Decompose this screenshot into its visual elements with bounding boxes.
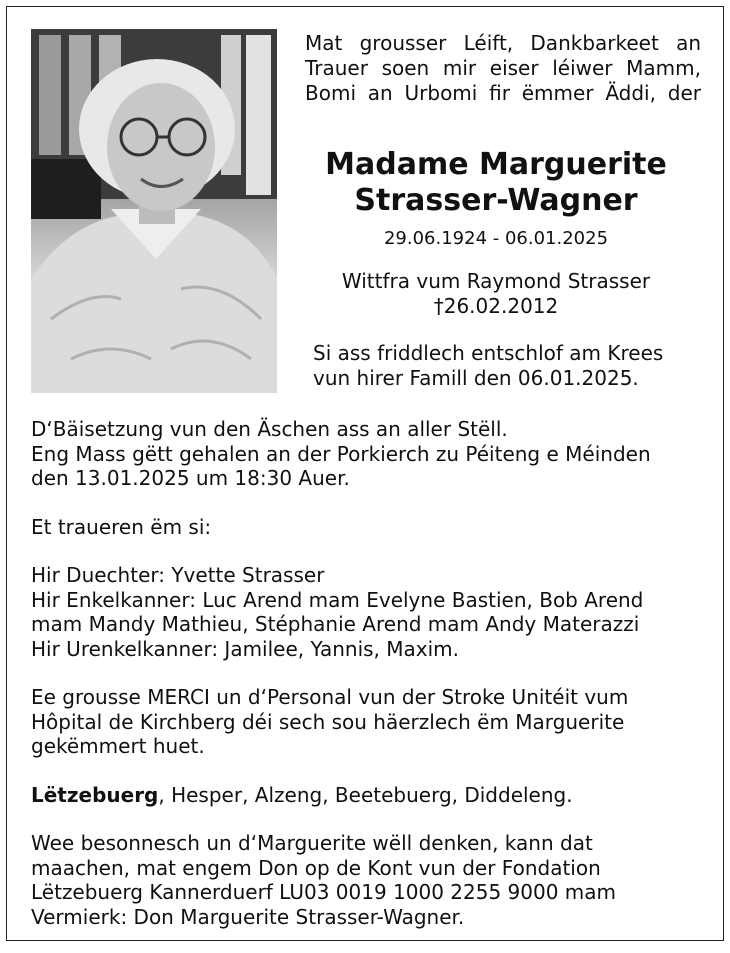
intro-line: Mat grousser Léift, Dankbarkeet an [305,31,701,55]
funeral-line-2: Eng Mass gëtt gehalen an der Porkierch zu Péiteng e Méinden [31,441,651,466]
family-line-1: Hir Duechter: Yvette Strasser [31,563,325,587]
passed-line-2: vun hirer Famill den 06.01.2025. [313,366,639,390]
obituary-card [6,6,724,941]
name-line-1: Madame Marguerite [325,147,667,182]
portrait-photo [31,29,277,393]
name-line-2: Strasser-Wagner [354,183,638,218]
places-paragraph [31,783,711,808]
obituary-body [31,417,711,953]
funeral-line-1: D‘Bäisetzung vun den Äschen ass an aller Stëll. [31,417,508,441]
family-line-2: Hir Enkelkanner: Luc Arend mam Evelyne Bastien, Bob Arend [31,587,644,612]
donation-line-4: Vermierk: Don Marguerite Strasser-Wagner. [31,904,465,929]
thanks-line-3: gekëmmert huet. [31,734,205,758]
family-paragraph [31,563,711,661]
intro-text [305,31,701,106]
widow-line-2: †26.02.2012 [433,294,559,318]
places-bold: Lëtzebuerg [31,782,159,807]
portrait-photo-icon [31,29,277,393]
family-line-4: Hir Urenkelkanner: Jamilee, Yannis, Maxim. [31,636,459,661]
funeral-line-3: den 13.01.2025 um 18:30 Auer. [31,466,350,490]
mourners-intro-text: Et traueren ëm si: [31,514,212,539]
donation-line-1: Wee besonnesch un d‘Marguerite wëll denken, kann dat [31,831,593,855]
widow-line-1: Wittfra vum Raymond Strasser [341,269,651,293]
places-rest: , Hesper, Alzeng, Beetebuerg, Diddeleng. [158,782,573,807]
thanks-line-2: Hôpital de Kirchberg déi sech sou häerzlech ëm Marguerite [31,709,625,734]
intro-line: Bomi an Urbomi fir ëmmer Äddi, der [305,81,701,105]
thanks-line-1: Ee grousse MERCI un d‘Personal vun der Stroke Unitéit vum [31,685,629,709]
donation-paragraph [31,831,711,929]
mourners-intro [31,515,711,540]
donation-line-3: Lëtzebuerg Kannerduerf LU03 0019 1000 2255 9000 mam [31,880,617,904]
intro-line: Trauer soen mir eiser léiwer Mamm, [305,56,701,80]
places-line [31,783,711,808]
donation-line-2: maachen, mat engem Don op de Kont vun der Fondation [31,855,601,880]
family-line-3: mam Mandy Mathieu, Stéphanie Arend mam Andy Materazzi [31,612,640,636]
passed-away-note [313,341,713,391]
life-dates: 29.06.1924 - 06.01.2025 [383,228,609,249]
widow-of [277,269,715,319]
deceased-name [277,147,715,219]
thanks-paragraph [31,685,711,759]
passed-line-1: Si ass friddlech entschlof am Krees [313,341,664,365]
funeral-paragraph [31,417,711,491]
